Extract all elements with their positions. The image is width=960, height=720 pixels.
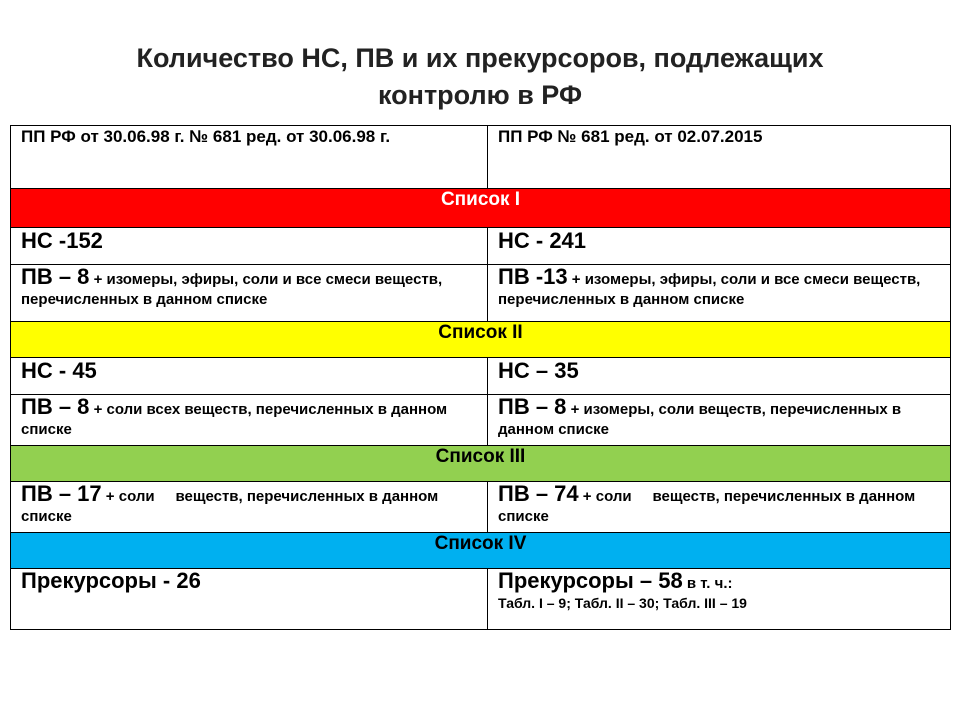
list3-band [11, 446, 951, 482]
list3-pv-right-note: + соли веществ, перечисленных в данном списке [498, 488, 920, 525]
page-title [0, 40, 960, 114]
list3-pv-left-note: + соли веществ, перечисленных в данном списке [21, 488, 443, 525]
list2-pv-left-note: + соли всех веществ, перечисленных в данном списке [21, 401, 448, 438]
list1-pv-right [488, 265, 951, 322]
list2-pv-right-main: ПВ – 8 [498, 394, 567, 419]
list2-ns-right: НС – 35 [488, 358, 951, 395]
list1-ns-right: НС - 241 [488, 228, 951, 265]
list2-band [11, 322, 951, 358]
title-line-1: Количество НС, ПВ и их прекурсоров, подлежащих [136, 43, 824, 73]
list4-prec-left-text: Прекурсоры - 26 [21, 568, 201, 593]
list2-pv-row [11, 395, 951, 446]
header-right: ПП РФ № 681 ред. от 02.07.2015 [488, 126, 951, 189]
list1-pv-left-main: ПВ – 8 [21, 264, 90, 289]
list4-prec-breakdown: Табл. I – 9; Табл. II – 30; Табл. III – 19 [498, 595, 747, 611]
list1-pv-right-main: ПВ -13 [498, 264, 568, 289]
list3-pv-row [11, 482, 951, 533]
list1-pv-left [11, 265, 488, 322]
list2-ns-row [11, 358, 951, 395]
list3-label: Список III [11, 446, 951, 482]
comparison-table [10, 125, 951, 630]
list2-pv-right-note: + изомеры, соли веществ, перечисленных в данном списке [498, 401, 902, 438]
list1-ns-row [11, 228, 951, 265]
list4-prec-left [11, 569, 488, 630]
list4-prec-right [488, 569, 951, 630]
list3-pv-right [488, 482, 951, 533]
list2-pv-left-main: ПВ – 8 [21, 394, 90, 419]
list2-pv-right [488, 395, 951, 446]
table-header-row [11, 126, 951, 189]
list3-pv-right-main: ПВ – 74 [498, 481, 579, 506]
list3-pv-left-main: ПВ – 17 [21, 481, 102, 506]
list2-pv-left [11, 395, 488, 446]
list4-band [11, 533, 951, 569]
list1-label: Список I [11, 189, 951, 228]
header-left: ПП РФ от 30.06.98 г. № 681 ред. от 30.06.98 г. [11, 126, 488, 189]
list4-prec-right-note: в т. ч.: [682, 575, 733, 592]
list1-pv-right-note: + изомеры, эфиры, соли и все смеси веществ, перечисленных в данном списке [498, 271, 921, 308]
list3-pv-left [11, 482, 488, 533]
list4-prec-row [11, 569, 951, 630]
list4-prec-right-main: Прекурсоры – 58 [498, 568, 683, 593]
title-line-2: контролю в РФ [377, 80, 582, 110]
list1-pv-row [11, 265, 951, 322]
list1-pv-left-note: + изомеры, эфиры, соли и все смеси веществ, перечисленных в данном списке [21, 271, 443, 308]
list2-label: Список II [11, 322, 951, 358]
list1-band [11, 189, 951, 228]
list2-ns-left: НС - 45 [11, 358, 488, 395]
list4-label: Список IV [11, 533, 951, 569]
list1-ns-left: НС -152 [11, 228, 488, 265]
